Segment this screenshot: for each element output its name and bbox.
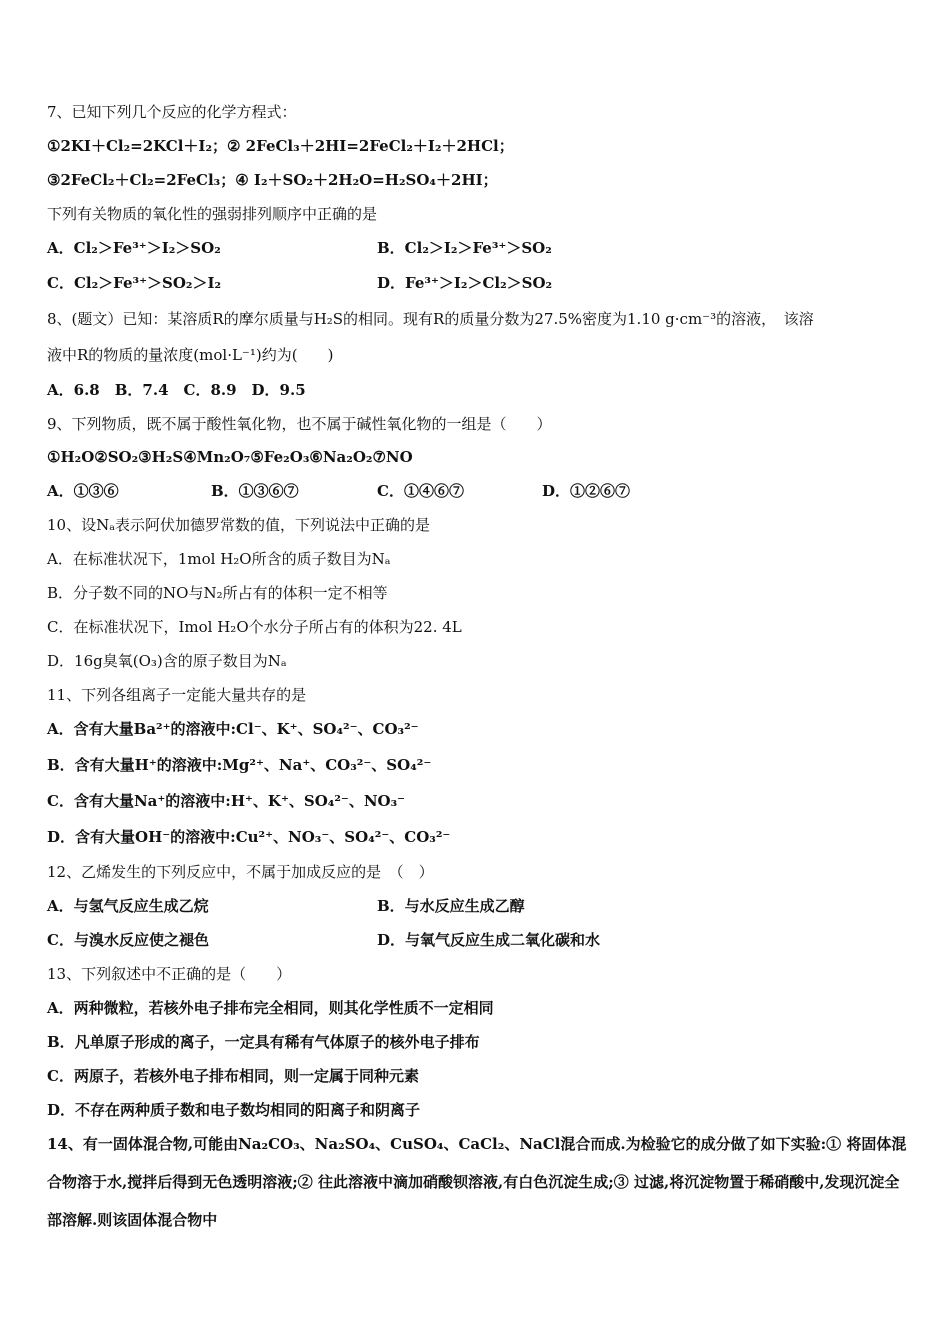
q12-option-a: A．与氢气反应生成乙烷 <box>47 897 209 915</box>
q8-options: A．6.8 B．7.4 C．8.9 D．9.5 <box>47 381 306 399</box>
q13-option-b: B．凡单原子形成的离子，一定具有稀有气体原子的核外电子排布 <box>47 1033 480 1051</box>
q7-question: 下列有关物质的氧化性的强弱排列顺序中正确的是 <box>47 205 378 223</box>
q12-option-c: C．与溴水反应使之褪色 <box>47 931 209 949</box>
q14-stem: 14、有一固体混合物,可能由Na₂CO₃、Na₂SO₄、CuSO₄、CaCl₂、NaCl混合而成.为检验它的成分做了如下实验:① 将固体混合物溶于水,搅拌后得到无色透明溶液;② 往此溶液中滴加硝酸钡溶液,有白色沉淀生成;③ 过滤,将沉淀物置于稀硝酸中,发现沉淀全部溶解.则该固体混合物中 <box>47 1135 907 1229</box>
q7-equations-1: ①2KI＋Cl₂=2KCl＋I₂；② 2FeCl₃＋2HI=2FeCl₂＋I₂＋2HCl； <box>47 137 514 155</box>
q11-option-d: D．含有大量OH⁻的溶液中:Cu²⁺、NO₃⁻、SO₄²⁻、CO₃²⁻ <box>47 828 451 846</box>
q8-stem-line1: 8、(题文）已知：某溶质R的摩尔质量与H₂S的相同。现有R的质量分数为27.5%密度为1.10 g·cm⁻³的溶液， 该溶 <box>47 310 814 328</box>
q12-option-b: B．与水反应生成乙醇 <box>377 897 525 915</box>
q12-stem: 12、乙烯发生的下列反应中，不属于加成反应的是 （ ） <box>47 863 434 881</box>
q9-items: ①H₂O②SO₂③H₂S④Mn₂O₇⑤Fe₂O₃⑥Na₂O₂⑦NO <box>47 448 413 466</box>
q11-option-a: A．含有大量Ba²⁺的溶液中:Cl⁻、K⁺、SO₄²⁻、CO₃²⁻ <box>47 720 419 738</box>
q11-stem: 11、下列各组离子一定能大量共存的是 <box>47 686 307 704</box>
q7-equations-2: ③2FeCl₂＋Cl₂=2FeCl₃；④ I₂＋SO₂＋2H₂O=H₂SO₄＋2HI； <box>47 171 498 189</box>
q9-option-d: D．①②⑥⑦ <box>542 482 631 500</box>
q7-option-a: A．Cl₂＞Fe³⁺＞I₂＞SO₂ <box>47 239 221 257</box>
q7-option-b: B．Cl₂＞I₂＞Fe³⁺＞SO₂ <box>377 239 552 257</box>
q12-option-d: D．与氧气反应生成二氧化碳和水 <box>377 931 601 949</box>
q9-stem: 9、下列物质，既不属于酸性氧化物，也不属于碱性氧化物的一组是（ ） <box>47 415 552 433</box>
q7-option-d: D．Fe³⁺＞I₂＞Cl₂＞SO₂ <box>377 274 553 292</box>
q10-option-c: C．在标准状况下，Imol H₂O个水分子所占有的体积为22. 4L <box>47 618 462 636</box>
q10-stem: 10、设Nₐ表示阿伏加德罗常数的值，下列说法中正确的是 <box>47 516 431 534</box>
q13-option-c: C．两原子，若核外电子排布相同，则一定属于同种元素 <box>47 1067 419 1085</box>
q9-option-b: B．①③⑥⑦ <box>211 482 299 500</box>
q9-option-a: A．①③⑥ <box>47 482 119 500</box>
q8-stem-line2: 液中R的物质的量浓度(mol·L⁻¹)约为( ) <box>47 346 334 364</box>
q7-option-c: C．Cl₂＞Fe³⁺＞SO₂＞I₂ <box>47 274 222 292</box>
q9-option-c: C．①④⑥⑦ <box>377 482 464 500</box>
q13-option-d: D．不存在两种质子数和电子数均相同的阳离子和阴离子 <box>47 1101 421 1119</box>
q11-option-c: C．含有大量Na⁺的溶液中:H⁺、K⁺、SO₄²⁻、NO₃⁻ <box>47 792 406 810</box>
q13-stem: 13、下列叙述中不正确的是（ ） <box>47 965 292 983</box>
q10-option-b: B．分子数不同的NO与N₂所占有的体积一定不相等 <box>47 584 388 602</box>
q7-stem: 7、已知下列几个反应的化学方程式： <box>47 103 297 121</box>
q10-option-d: D．16g臭氧(O₃)含的原子数目为Nₐ <box>47 652 287 670</box>
q13-option-a: A．两种微粒，若核外电子排布完全相同，则其化学性质不一定相同 <box>47 999 494 1017</box>
q11-option-b: B．含有大量H⁺的溶液中:Mg²⁺、Na⁺、CO₃²⁻、SO₄²⁻ <box>47 756 432 774</box>
q10-option-a: A．在标准状况下，1mol H₂O所含的质子数目为Nₐ <box>47 550 391 568</box>
